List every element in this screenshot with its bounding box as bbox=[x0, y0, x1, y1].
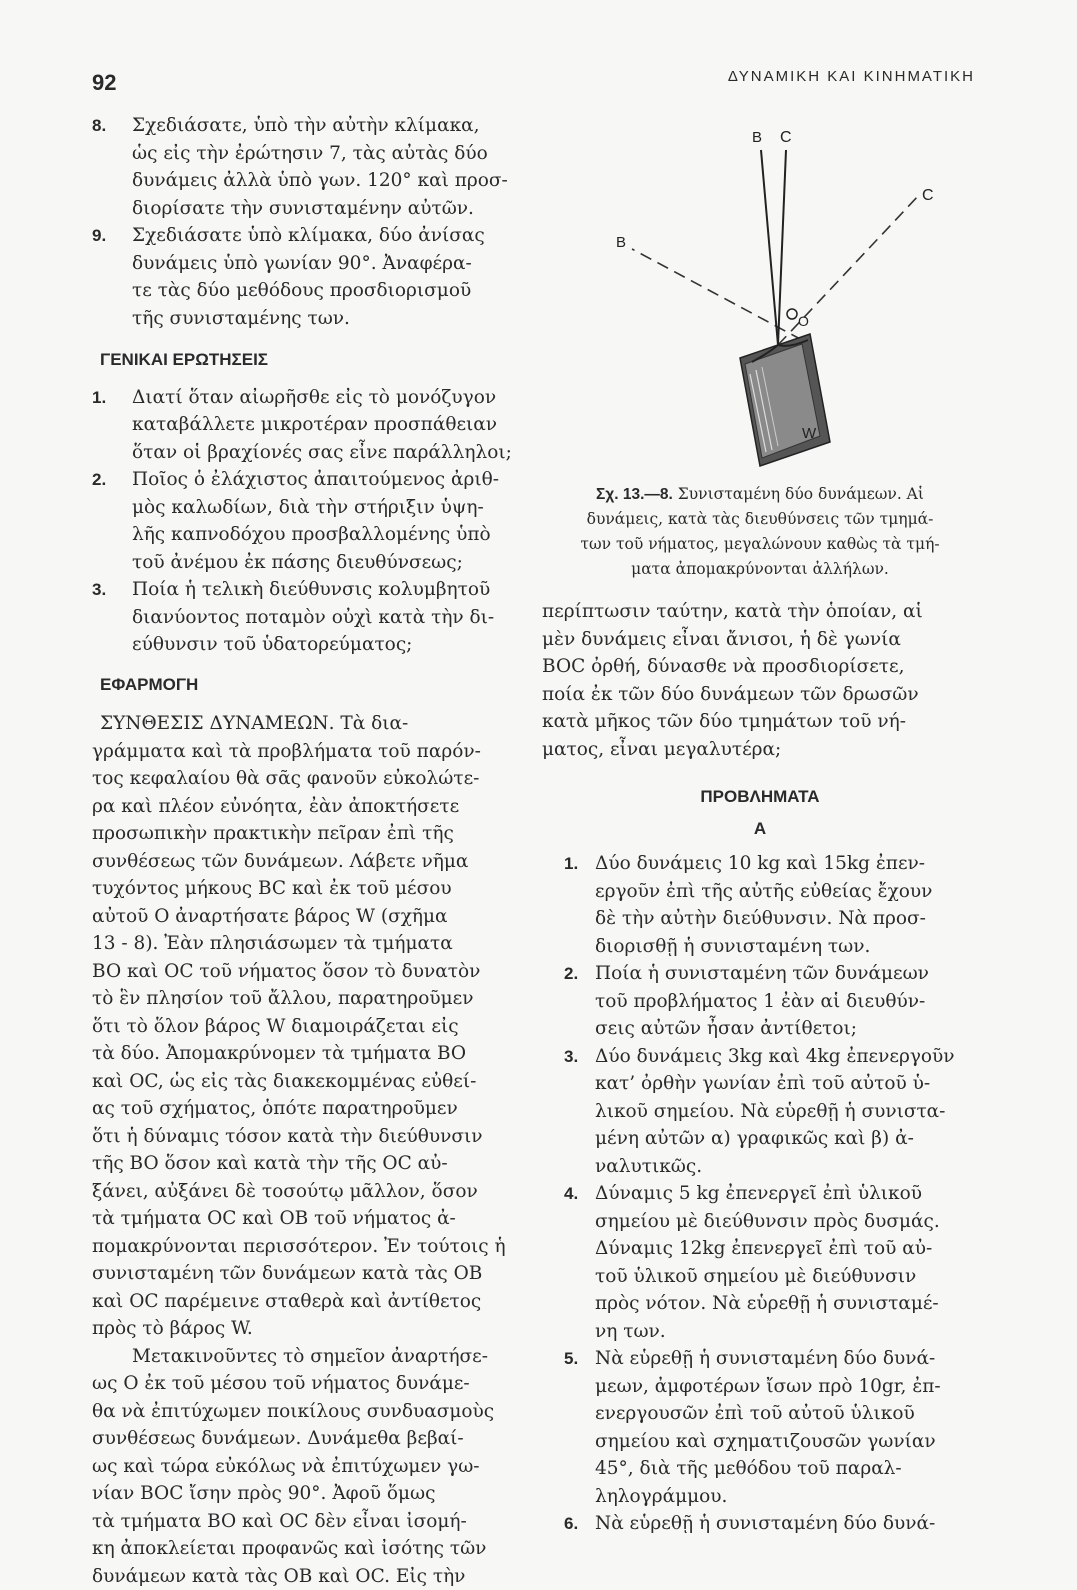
text-line: Νὰ εὑρεθῇ ἡ συνισταμένη δύο δυνά- bbox=[595, 1510, 980, 1538]
item-number: 2. bbox=[92, 466, 106, 494]
question-item bbox=[92, 576, 522, 659]
text-line: Δύο δυνάμεις 10 kg καὶ 15kg ἐπεν- bbox=[595, 850, 980, 878]
item-number: 5. bbox=[564, 1345, 578, 1373]
point-o-marker bbox=[787, 309, 797, 319]
item-number: 1. bbox=[92, 384, 106, 412]
text-line: πομακρύνονται περισσότερον. Ἐν τούτοις ἡ bbox=[92, 1233, 522, 1261]
text-line: τοῦ προβλήματος 1 ἐὰν αἱ διευθύν- bbox=[595, 988, 980, 1016]
problem-item bbox=[540, 1180, 980, 1345]
text-line: τοῦ ὑλικοῦ σημείου μὲ διεύθυνσιν bbox=[595, 1263, 980, 1291]
problem-item bbox=[540, 1043, 980, 1181]
text-line: Δύναμις 12kg ἐπενεργεῖ ἐπὶ τοῦ αὐ- bbox=[595, 1235, 980, 1263]
string-oc bbox=[778, 150, 786, 345]
item-number: 9. bbox=[92, 222, 106, 250]
text-line: Ποία ἡ συνισταμένη τῶν δυνάμεων bbox=[595, 960, 980, 988]
problem-item bbox=[540, 1510, 980, 1538]
label-c-top: C bbox=[780, 129, 792, 146]
text-line: εύθυνσιν τοῦ ὑδατορεύματος; bbox=[132, 631, 522, 659]
text-line: συνθέσεως δυνάμεων. Δυνάμεθα βεβαί- bbox=[92, 1425, 522, 1453]
text-line: αὐτοῦ O ἀναρτήσατε βάρος W (σχῆμα bbox=[92, 903, 522, 931]
text-line: Δύναμις 5 kg ἐπενεργεῖ ἐπὶ ὑλικοῦ bbox=[595, 1180, 980, 1208]
caption-line: Συνισταμένη δύο δυνάμεων. Αἱ bbox=[678, 485, 924, 503]
string-weight-diagram bbox=[540, 112, 980, 472]
general-questions-heading: ΓΕΝΙΚΑΙ ΕΡΩΤΗΣΕΙΣ bbox=[100, 346, 522, 374]
text-line: διορισθῇ ἡ συνισταμένη των. bbox=[595, 933, 980, 961]
text-line: εργοῦν ἐπὶ τῆς αὐτῆς εὐθείας ἔχουν bbox=[595, 878, 980, 906]
left-column bbox=[92, 112, 522, 1590]
problems-list bbox=[540, 850, 980, 1538]
text-line: γράμματα καὶ τὰ προβλήματα τοῦ παρόν- bbox=[92, 738, 522, 766]
exercise-list bbox=[92, 112, 522, 332]
question-item bbox=[92, 384, 522, 467]
text-line: δυνάμεων κατὰ τὰς OB καὶ OC. Εἰς τὴν bbox=[92, 1563, 522, 1590]
text-line: δυνάμεις ἀλλὰ ὑπὸ γων. 120° καὶ προσ- bbox=[132, 167, 522, 195]
item-number: 1. bbox=[564, 850, 578, 878]
exercise-item bbox=[92, 112, 522, 222]
text-line: ενεργουσῶν ἐπὶ τοῦ αὐτοῦ ὑλικοῦ bbox=[595, 1400, 980, 1428]
text-line: σημείου μὲ διεύθυνσιν πρὸς δυσμάς. bbox=[595, 1208, 980, 1236]
text-line: τῆς BO ὅσον καὶ κατὰ τὴν τῆς OC αὐ- bbox=[92, 1150, 522, 1178]
text-line: νη των. bbox=[595, 1318, 980, 1346]
text-line: περίπτωσιν ταύτην, κατὰ τὴν ὁποίαν, αἱ bbox=[542, 598, 980, 626]
text-line: καὶ OC, ὡς εἰς τὰς διακεκομμένας εὐθεί- bbox=[92, 1068, 522, 1096]
text-line: BOC ὀρθή, δύνασθε νὰ προσδιορίσετε, bbox=[542, 653, 980, 681]
text-line: ΣΥΝΘΕΣΙΣ ΔΥΝΑΜΕΩΝ. Τὰ δια- bbox=[92, 710, 522, 738]
text-line: τὰ τμήματα OC καὶ OB τοῦ νήματος ἀ- bbox=[92, 1205, 522, 1233]
page-number: 92 bbox=[92, 70, 116, 96]
text-line: σεις αὐτῶν ἦσαν ἀντίθετοι; bbox=[595, 1015, 980, 1043]
text-line: Ποία ἡ τελικὴ διεύθυνσις κολυμβητοῦ bbox=[132, 576, 522, 604]
label-b-top: B bbox=[752, 129, 762, 146]
text-line: Δύο δυνάμεις 3kg καὶ 4kg ἐπενεργοῦν bbox=[595, 1043, 980, 1071]
continuation-paragraph bbox=[540, 598, 980, 763]
text-line: ὅτι ἡ δύναμις τόσον κατὰ τὴν διεύθυνσιν bbox=[92, 1123, 522, 1151]
text-line: τὰ δύο. Ἀπομακρύνομεν τὰ τμήματα BO bbox=[92, 1040, 522, 1068]
label-w: W bbox=[802, 425, 817, 442]
text-line: ληλογράμμου. bbox=[595, 1483, 980, 1511]
text-line: Νὰ εὑρεθῇ ἡ συνισταμένη δύο δυνά- bbox=[595, 1345, 980, 1373]
text-line: τος κεφαλαίου θὰ σᾶς φανοῦν εὐκολώτε- bbox=[92, 765, 522, 793]
text-line: ρα καὶ πλέον εὐνόητα, ἐὰν ἀποκτήσετε bbox=[92, 793, 522, 821]
text-line: νίαν BOC ἴσην πρὸς 90°. Ἀφοῦ ὅμως bbox=[92, 1480, 522, 1508]
questions-list bbox=[92, 384, 522, 659]
text-line: μὸς καλωδίων, διὰ τὴν στήριξιν ὑψη- bbox=[132, 494, 522, 522]
running-title: ΔΥΝΑΜΙΚΗ ΚΑΙ ΚΙΝΗΜΑΤΙΚΗ bbox=[728, 68, 975, 85]
label-o: O bbox=[798, 313, 809, 329]
text-line: 45°, διὰ τῆς μεθόδου τοῦ παραλ- bbox=[595, 1455, 980, 1483]
text-line: ματος, εἶναι μεγαλυτέρα; bbox=[542, 736, 980, 764]
caption-line: των τοῦ νήματος, μεγαλώνουν καθὼς τὰ τμή- bbox=[546, 532, 974, 557]
caption-line: ματα ἀπομακρύνονται ἀλλήλων. bbox=[546, 557, 974, 582]
problem-item bbox=[540, 850, 980, 960]
text-line: ας τοῦ σχήματος, ὁπότε παρατηροῦμεν bbox=[92, 1095, 522, 1123]
text-line: συνθέσεως τῶν δυνάμεων. Λάβετε νῆμα bbox=[92, 848, 522, 876]
text-line: ως O ἐκ τοῦ μέσου τοῦ νήματος δυνάμε- bbox=[92, 1370, 522, 1398]
item-number: 3. bbox=[564, 1043, 578, 1071]
text-line: μεων, ἀμφοτέρων ἴσων πρὸ 10gr, ἐπ- bbox=[595, 1373, 980, 1401]
text-line: κη ἀποκλείεται προφανῶς καὶ ἰσότης τῶν bbox=[92, 1535, 522, 1563]
text-line: πρὸς τὸ βάρος W. bbox=[92, 1315, 522, 1343]
problems-heading: ΠΡΟΒΛΗΜΑΤΑ bbox=[540, 783, 980, 811]
text-line: πρὸς νότον. Νὰ εὑρεθῇ ἡ συνισταμέ- bbox=[595, 1290, 980, 1318]
text-line: προσωπικὴν πρακτικὴν πεῖραν ἐπὶ τῆς bbox=[92, 820, 522, 848]
figure-caption-label: Σχ. 13.—8. bbox=[596, 486, 673, 503]
movement-paragraph bbox=[92, 1343, 522, 1590]
figure-13-8 bbox=[540, 112, 980, 472]
text-line: λικοῦ σημείου. Νὰ εὑρεθῇ ἡ συνιστα- bbox=[595, 1098, 980, 1126]
text-line: Διατί ὅταν αἰωρῆσθε εἰς τὸ μονόζυγον bbox=[132, 384, 522, 412]
text-line: τῆς συνισταμένης των. bbox=[132, 305, 522, 333]
text-line: καὶ OC παρέμεινε σταθερὰ καὶ ἀντίθετος bbox=[92, 1288, 522, 1316]
item-number: 4. bbox=[564, 1180, 578, 1208]
caption-line: δυνάμεις, κατὰ τὰς διευθύνσεις τῶν τμημά- bbox=[546, 507, 974, 532]
weight-w-book bbox=[740, 334, 830, 466]
text-line: ως καὶ τώρα εὐκόλως νὰ ἐπιτύχωμεν γω- bbox=[92, 1453, 522, 1481]
problem-item bbox=[540, 1345, 980, 1510]
composition-paragraph bbox=[92, 710, 522, 1343]
text-line: κατ’ ὀρθὴν γωνίαν ἐπὶ τοῦ αὐτοῦ ὑ- bbox=[595, 1070, 980, 1098]
text-line: Σχεδιάσατε, ὑπὸ τὴν αὐτὴν κλίμακα, bbox=[132, 112, 522, 140]
text-line: 13 - 8). Ἐὰν πλησιάσωμεν τὰ τμήματα bbox=[92, 930, 522, 958]
text-line: τυχόντος μήκους BC καὶ ἐκ τοῦ μέσου bbox=[92, 875, 522, 903]
item-number: 3. bbox=[92, 576, 106, 604]
text-line: μὲν δυνάμεις εἶναι ἄνισοι, ἡ δὲ γωνία bbox=[542, 626, 980, 654]
item-number: 6. bbox=[564, 1510, 578, 1538]
exercise-item bbox=[92, 222, 522, 332]
text-line: δὲ τὴν αὐτὴν διεύθυνσιν. Νὰ προσ- bbox=[595, 905, 980, 933]
text-line: κατὰ μῆκος τῶν δύο τμημάτων τοῦ νή- bbox=[542, 708, 980, 736]
problems-section-a: Α bbox=[540, 815, 980, 843]
text-line: διανύοντος ποταμὸν οὐχὶ κατὰ τὴν δι- bbox=[132, 604, 522, 632]
text-line: ξάνει, αὐξάνει δὲ τοσούτῳ μᾶλλον, ὅσον bbox=[92, 1178, 522, 1206]
text-line: τε τὰς δύο μεθόδους προσδιορισμοῦ bbox=[132, 277, 522, 305]
text-line: Ποῖος ὁ ἐλάχιστος ἀπαιτούμενος ἀριθ- bbox=[132, 466, 522, 494]
question-item bbox=[92, 466, 522, 576]
figure-caption bbox=[540, 482, 980, 582]
problem-item bbox=[540, 960, 980, 1043]
right-column bbox=[540, 112, 980, 1538]
label-c-right: C bbox=[922, 187, 934, 204]
label-b-left: B bbox=[616, 234, 626, 251]
text-line: BO καὶ OC τοῦ νήματος ὅσον τὸ δυνατὸν bbox=[92, 958, 522, 986]
application-heading: ΕΦΑΡΜΟΓΗ bbox=[100, 671, 522, 699]
string-bo bbox=[761, 150, 778, 345]
text-line: Μετακινοῦντες τὸ σημεῖον ἀναρτήσε- bbox=[92, 1343, 522, 1371]
text-line: θα νὰ ἐπιτύχωμεν ποικίλους συνδυασμοὺς bbox=[92, 1398, 522, 1426]
text-line: σημείου καὶ σχηματιζουσῶν γωνίαν bbox=[595, 1428, 980, 1456]
text-line: ὅτι τὸ ὅλον βάρος W διαμοιράζεται εἰς bbox=[92, 1013, 522, 1041]
text-line: δυνάμεις ὑπὸ γωνίαν 90°. Ἀναφέρα- bbox=[132, 250, 522, 278]
text-line: ποία ἐκ τῶν δύο δυνάμεων τῶν δρωσῶν bbox=[542, 681, 980, 709]
item-number: 8. bbox=[92, 112, 106, 140]
text-line: ναλυτικῶς. bbox=[595, 1153, 980, 1181]
text-line: ὅταν οἱ βραχίονές σας εἶνε παράλληλοι; bbox=[132, 439, 522, 467]
text-line: συνισταμένη τῶν δυνάμεων κατὰ τὰς OB bbox=[92, 1260, 522, 1288]
item-number: 2. bbox=[564, 960, 578, 988]
text-line: τοῦ ἀνέμου ἐκ πάσης διευθύνσεως; bbox=[132, 549, 522, 577]
text-line: διορίσατε τὴν συνισταμένην αὐτῶν. bbox=[132, 195, 522, 223]
text-line: καταβάλλετε μικροτέραν προσπάθειαν bbox=[132, 411, 522, 439]
text-line: ὡς εἰς τὴν ἐρώτησιν 7, τὰς αὐτὰς δύο bbox=[132, 140, 522, 168]
text-line: Σχεδιάσατε ὑπὸ κλίμακα, δύο ἀνίσας bbox=[132, 222, 522, 250]
text-line: λῆς καπνοδόχου προσβαλλομένης ὑπὸ bbox=[132, 521, 522, 549]
text-line: μένη αὐτῶν α) γραφικῶς καὶ β) ἀ- bbox=[595, 1125, 980, 1153]
text-line: τὸ ἓν πλησίον τοῦ ἄλλου, παρατηροῦμεν bbox=[92, 985, 522, 1013]
text-line: τὰ τμήματα BO καὶ OC δὲν εἶναι ἰσομή- bbox=[92, 1508, 522, 1536]
